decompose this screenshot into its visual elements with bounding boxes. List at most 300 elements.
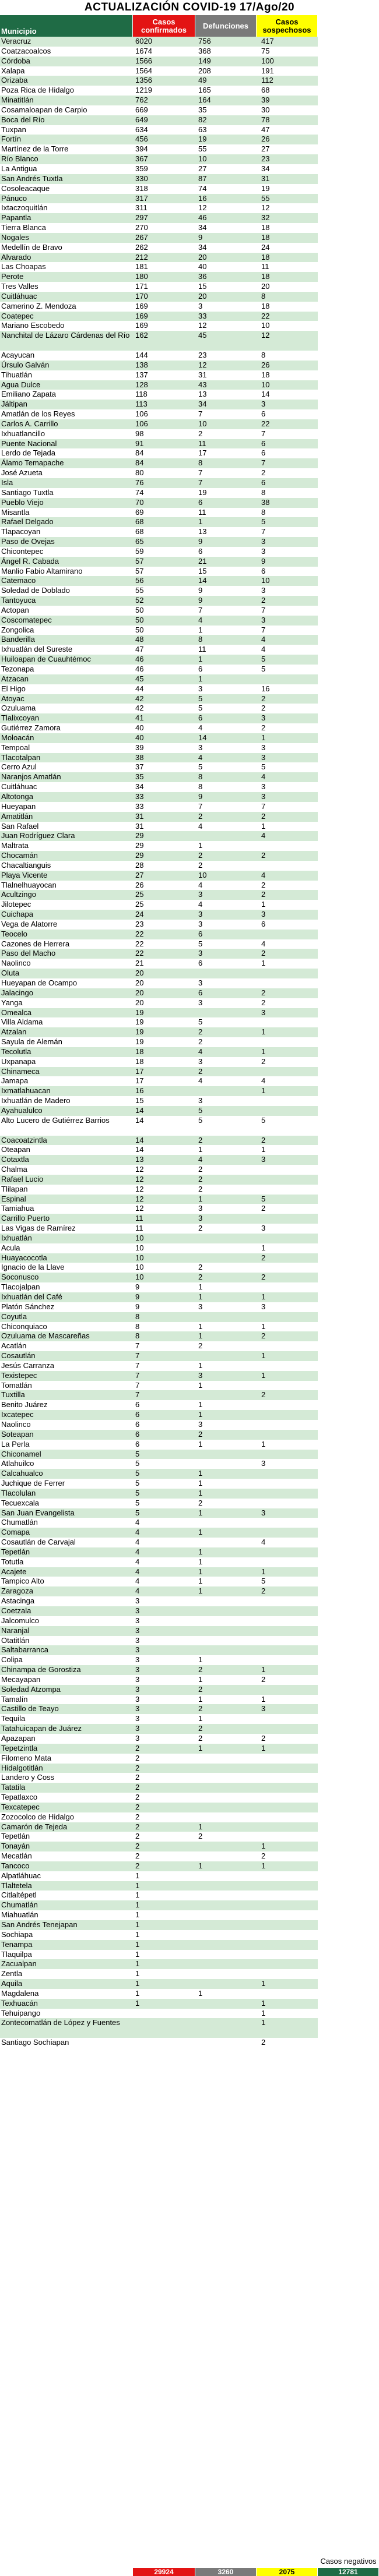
confirmados-cell: 31 xyxy=(135,811,144,821)
table-row xyxy=(0,1655,318,1665)
table-row xyxy=(0,380,318,390)
defunciones-cell: 10 xyxy=(198,154,207,164)
table-row xyxy=(0,1626,318,1636)
defunciones-cell: 15 xyxy=(198,282,207,291)
defunciones-cell: 36 xyxy=(198,272,207,281)
municipio-cell: Chalma xyxy=(1,1165,27,1174)
municipio-cell: Papantla xyxy=(1,213,31,222)
municipio-cell: Coyutla xyxy=(1,1312,27,1321)
confirmados-cell: 12 xyxy=(135,1184,144,1193)
confirmados-cell: 19 xyxy=(135,1037,144,1047)
table-row xyxy=(0,1331,318,1341)
table-row xyxy=(0,723,318,733)
municipio-cell: Tehuipango xyxy=(1,2008,41,2017)
sospechosos-cell: 68 xyxy=(261,86,270,95)
confirmados-cell: 1 xyxy=(135,1881,140,1890)
sospechosos-cell: 2 xyxy=(261,811,266,821)
municipio-cell: El Higo xyxy=(1,684,26,693)
table-row xyxy=(0,674,318,684)
defunciones-cell: 17 xyxy=(198,448,207,458)
municipio-cell: Actopan xyxy=(1,605,29,614)
table-row xyxy=(0,861,318,871)
municipio-cell: Soteapan xyxy=(1,1429,34,1439)
municipio-cell: Misantla xyxy=(1,507,30,517)
defunciones-cell: 3 xyxy=(198,978,203,987)
municipio-cell: Colipa xyxy=(1,1655,23,1665)
defunciones-cell: 8 xyxy=(198,782,203,791)
table-row xyxy=(0,429,318,439)
table-row xyxy=(0,1499,318,1508)
table-row xyxy=(0,37,318,47)
table-row xyxy=(0,988,318,998)
confirmados-cell: 10 xyxy=(135,1273,144,1282)
municipio-cell: Cosoleacaque xyxy=(1,183,50,193)
table-header xyxy=(0,15,379,37)
defunciones-cell: 5 xyxy=(198,762,203,772)
municipio-cell: Cosautlán xyxy=(1,1351,36,1361)
sospechosos-cell: 100 xyxy=(261,56,274,65)
defunciones-cell: 2 xyxy=(198,1066,203,1076)
sospechosos-cell: 417 xyxy=(261,37,274,45)
confirmados-cell: 169 xyxy=(135,301,148,310)
municipio-cell: Manlio Fabio Altamirano xyxy=(1,566,83,575)
confirmados-cell: 1 xyxy=(135,1969,140,1978)
confirmados-cell: 1 xyxy=(135,1959,140,1969)
confirmados-cell: 1 xyxy=(135,1910,140,1920)
confirmados-cell: 6 xyxy=(135,1429,140,1439)
table-row xyxy=(0,1017,318,1027)
sospechosos-cell: 22 xyxy=(261,419,270,428)
municipio-cell: Mecayapan xyxy=(1,1674,41,1684)
defunciones-cell: 1 xyxy=(198,841,203,850)
sospechosos-cell: 5 xyxy=(261,762,266,772)
municipio-cell: Río Blanco xyxy=(1,154,38,164)
sospechosos-cell: 7 xyxy=(261,605,266,614)
defunciones-cell: 1 xyxy=(198,1321,203,1331)
sospechosos-cell: 30 xyxy=(261,105,270,114)
table-row xyxy=(0,1734,318,1744)
confirmados-cell: 47 xyxy=(135,645,144,654)
defunciones-cell: 4 xyxy=(198,752,203,762)
municipio-cell: Tlilapan xyxy=(1,1184,28,1193)
confirmados-cell: 5 xyxy=(135,1488,140,1497)
defunciones-cell: 9 xyxy=(198,537,203,546)
sospechosos-cell: 2 xyxy=(261,949,266,958)
sospechosos-cell: 34 xyxy=(261,164,270,173)
confirmados-cell: 7 xyxy=(135,1380,140,1390)
confirmados-cell: 44 xyxy=(135,684,144,693)
municipio-cell: Cotaxtla xyxy=(1,1155,29,1164)
confirmados-cell: 1 xyxy=(135,1998,140,2008)
table-row xyxy=(0,1037,318,1047)
municipio-cell: Xalapa xyxy=(1,66,25,75)
municipio-cell: Carlos A. Carrillo xyxy=(1,419,58,428)
defunciones-cell: 165 xyxy=(198,86,211,95)
table-row xyxy=(0,1744,318,1754)
defunciones-cell: 2 xyxy=(198,1832,203,1841)
municipio-cell: Tecolutla xyxy=(1,1047,31,1056)
municipio-cell: Ozuluama de Mascareñas xyxy=(1,1331,90,1341)
confirmados-cell: 33 xyxy=(135,801,144,811)
municipio-cell: Jilotepec xyxy=(1,900,31,909)
table-row xyxy=(0,1508,318,1518)
sospechosos-cell: 1 xyxy=(261,1145,266,1154)
municipio-cell: Ixhuatlán del Sureste xyxy=(1,645,73,654)
municipio-cell: Veracruz xyxy=(1,37,31,45)
sospechosos-cell: 47 xyxy=(261,125,270,134)
confirmados-cell: 34 xyxy=(135,782,144,791)
confirmados-cell: 45 xyxy=(135,674,144,683)
table-row xyxy=(0,321,318,331)
sospechosos-cell: 2 xyxy=(261,596,266,605)
defunciones-cell: 2 xyxy=(198,1174,203,1183)
municipio-cell: Tepetlán xyxy=(1,1547,30,1556)
defunciones-cell: 19 xyxy=(198,135,207,144)
confirmados-cell: 3 xyxy=(135,1684,140,1694)
municipio-cell: Cosamaloapan de Carpio xyxy=(1,105,87,114)
defunciones-cell: 4 xyxy=(198,821,203,831)
defunciones-cell: 13 xyxy=(198,527,207,536)
confirmados-cell: 91 xyxy=(135,439,144,448)
table-row xyxy=(0,1253,318,1263)
sospechosos-cell: 10 xyxy=(261,576,270,585)
sospechosos-cell: 2 xyxy=(261,1135,266,1144)
table-row xyxy=(0,782,318,792)
municipio-cell: Ixmatlahuacan xyxy=(1,1086,51,1096)
table-row xyxy=(0,1479,318,1489)
table-row xyxy=(0,370,318,380)
table-row xyxy=(0,645,318,655)
municipio-cell: Cuitláhuac xyxy=(1,291,37,301)
table-row xyxy=(0,1636,318,1646)
table-row xyxy=(0,1910,318,1920)
confirmados-cell: 17 xyxy=(135,1066,144,1076)
table-row xyxy=(0,733,318,743)
municipio-cell: Soledad Atzompa xyxy=(1,1684,61,1694)
table-row xyxy=(0,1979,318,1989)
table-row xyxy=(0,910,318,920)
table-row xyxy=(0,1450,318,1460)
confirmados-cell: 26 xyxy=(135,880,144,889)
defunciones-cell: 368 xyxy=(198,46,211,55)
sospechosos-cell: 2 xyxy=(261,1273,266,1282)
municipio-cell: Playa Vicente xyxy=(1,870,48,879)
municipio-cell: Texcatepec xyxy=(1,1802,40,1811)
confirmados-cell: 6 xyxy=(135,1410,140,1419)
confirmados-cell: 267 xyxy=(135,232,148,242)
confirmados-cell: 8 xyxy=(135,1321,140,1331)
confirmados-cell: 1 xyxy=(135,1979,140,1988)
defunciones-cell: 1 xyxy=(198,1292,203,1301)
sospechosos-cell: 5 xyxy=(261,665,266,673)
confirmados-cell: 2 xyxy=(135,1851,140,1861)
confirmados-cell: 27 xyxy=(135,870,144,879)
confirmados-cell: 297 xyxy=(135,213,148,222)
confirmados-cell: 169 xyxy=(135,311,148,320)
sospechosos-cell: 2 xyxy=(261,1331,266,1341)
confirmados-cell: 84 xyxy=(135,448,144,458)
confirmados-cell: 4 xyxy=(135,1577,140,1586)
table-row xyxy=(0,841,318,851)
defunciones-cell: 1 xyxy=(198,1410,203,1419)
confirmados-cell: 3 xyxy=(135,1626,140,1635)
municipio-cell: Huayacocotla xyxy=(1,1253,47,1262)
municipio-cell: Tatatila xyxy=(1,1783,26,1792)
defunciones-cell: 4 xyxy=(198,723,203,733)
municipio-cell: Naolinco xyxy=(1,959,31,968)
confirmados-cell: 2 xyxy=(135,1773,140,1782)
table-row xyxy=(0,76,318,86)
table-row xyxy=(0,1822,318,1832)
table-row xyxy=(0,1999,318,2009)
table-row xyxy=(0,822,318,832)
municipio-cell: Tlacojalpan xyxy=(1,1282,40,1292)
sospechosos-cell: 4 xyxy=(261,939,266,948)
table-row xyxy=(0,174,318,184)
municipio-cell: Tres Valles xyxy=(1,282,38,291)
municipio-cell: Sayula de Alemán xyxy=(1,1037,62,1047)
sospechosos-cell: 7 xyxy=(261,625,266,634)
confirmados-cell: 330 xyxy=(135,174,148,183)
sospechosos-cell: 1 xyxy=(261,1567,266,1576)
municipio-cell: Isla xyxy=(1,478,13,487)
sospechosos-cell: 9 xyxy=(261,556,266,566)
table-row xyxy=(0,694,318,704)
sospechosos-cell: 3 xyxy=(261,782,266,791)
confirmados-cell: 14 xyxy=(135,1145,144,1154)
municipio-cell: Úrsulo Galván xyxy=(1,360,50,369)
confirmados-cell: 6 xyxy=(135,1439,140,1448)
confirmados-cell: 180 xyxy=(135,272,148,281)
defunciones-cell: 11 xyxy=(198,645,206,654)
total-confirmados: 29924 xyxy=(133,2568,195,2576)
table-row xyxy=(0,665,318,674)
municipio-cell: Chacaltianguis xyxy=(1,860,51,870)
municipio-cell: Paso del Macho xyxy=(1,949,56,958)
confirmados-cell: 169 xyxy=(135,321,148,330)
defunciones-cell: 3 xyxy=(198,1370,203,1380)
defunciones-cell: 7 xyxy=(198,468,203,478)
municipio-cell: Zozocolco de Hidalgo xyxy=(1,1812,75,1821)
sospechosos-cell: 2 xyxy=(261,1056,266,1066)
table-row xyxy=(0,390,318,400)
sospechosos-cell: 2 xyxy=(261,468,266,478)
defunciones-cell: 8 xyxy=(198,458,203,468)
defunciones-cell: 23 xyxy=(198,351,207,359)
confirmados-cell: 70 xyxy=(135,497,144,507)
table-row xyxy=(0,1057,318,1067)
defunciones-cell: 11 xyxy=(198,439,206,448)
defunciones-cell: 1 xyxy=(198,1567,203,1576)
confirmados-cell: 20 xyxy=(135,998,144,1007)
municipio-cell: Hueyapan de Ocampo xyxy=(1,978,78,987)
table-row xyxy=(0,871,318,881)
defunciones-cell: 5 xyxy=(198,704,203,713)
table-row xyxy=(0,1390,318,1400)
table-row xyxy=(0,920,318,930)
defunciones-cell: 1 xyxy=(198,1674,203,1684)
sospechosos-cell: 1 xyxy=(261,2008,266,2017)
sospechosos-cell: 4 xyxy=(261,645,266,654)
sospechosos-cell: 1 xyxy=(261,1027,266,1037)
municipio-cell: Tlacotalpan xyxy=(1,752,41,762)
confirmados-cell: 35 xyxy=(135,772,144,782)
sospechosos-cell: 27 xyxy=(261,144,270,154)
table-row xyxy=(0,547,318,557)
confirmados-cell: 1 xyxy=(135,1891,140,1900)
municipio-cell: Filomeno Mata xyxy=(1,1753,51,1762)
municipio-cell: La Antigua xyxy=(1,164,37,173)
confirmados-cell: 3 xyxy=(135,1733,140,1743)
confirmados-cell: 669 xyxy=(135,105,148,114)
confirmados-cell: 57 xyxy=(135,566,144,575)
defunciones-cell: 1 xyxy=(198,1557,203,1566)
sospechosos-cell: 3 xyxy=(261,400,266,409)
defunciones-cell: 21 xyxy=(198,556,207,566)
sospechosos-cell: 2 xyxy=(261,890,266,899)
municipio-cell: Sochiapa xyxy=(1,1930,33,1939)
municipio-cell: Tuxpan xyxy=(1,125,26,134)
municipio-cell: Agua Dulce xyxy=(1,380,41,389)
confirmados-cell: 118 xyxy=(135,390,148,399)
defunciones-cell: 3 xyxy=(198,1096,203,1105)
sospechosos-cell: 1 xyxy=(261,1694,266,1704)
confirmados-cell: 68 xyxy=(135,527,144,536)
sospechosos-cell: 3 xyxy=(261,1302,266,1311)
table-row xyxy=(0,419,318,429)
sospechosos-cell: 1 xyxy=(261,821,266,831)
table-row xyxy=(0,1764,318,1773)
table-row xyxy=(0,1832,318,1842)
municipio-cell: Pueblo Viejo xyxy=(1,497,44,507)
defunciones-cell: 4 xyxy=(198,615,203,624)
table-row xyxy=(0,812,318,822)
table-row xyxy=(0,1185,318,1195)
sospechosos-cell: 1 xyxy=(261,1665,266,1674)
defunciones-cell: 1 xyxy=(198,1694,203,1704)
municipio-cell: Jalacingo xyxy=(1,988,33,997)
defunciones-cell: 11 xyxy=(198,507,206,517)
municipio-cell: Santiago Sochiapan xyxy=(1,2038,69,2047)
sospechosos-cell: 5 xyxy=(261,1577,266,1586)
table-row xyxy=(0,1861,318,1871)
defunciones-cell: 6 xyxy=(198,959,203,968)
table-row xyxy=(0,1234,318,1243)
municipio-cell: Oluta xyxy=(1,969,20,978)
defunciones-cell: 9 xyxy=(198,596,203,605)
table-row xyxy=(0,96,318,105)
defunciones-cell: 1 xyxy=(198,1743,203,1752)
confirmados-cell: 5 xyxy=(135,1479,140,1488)
confirmados-cell: 4 xyxy=(135,1557,140,1566)
defunciones-cell: 1 xyxy=(198,1479,203,1488)
sospechosos-cell: 6 xyxy=(261,478,266,487)
table-row xyxy=(0,1410,318,1420)
municipio-cell: Tenampa xyxy=(1,1939,33,1949)
defunciones-cell: 1 xyxy=(198,1586,203,1596)
confirmados-cell: 9 xyxy=(135,1292,140,1301)
confirmados-cell: 40 xyxy=(135,723,144,733)
defunciones-cell: 34 xyxy=(198,242,207,252)
municipio-cell: Atoyac xyxy=(1,694,24,703)
table-row xyxy=(0,762,318,772)
municipio-cell: Chumatlán xyxy=(1,1518,38,1527)
table-row xyxy=(0,1086,318,1096)
table-row xyxy=(0,2018,318,2038)
defunciones-cell: 1 xyxy=(198,1861,203,1870)
municipio-cell: Chinameca xyxy=(1,1066,40,1076)
defunciones-cell: 7 xyxy=(198,801,203,811)
sospechosos-cell: 2 xyxy=(261,704,266,713)
sospechosos-cell: 1 xyxy=(261,1743,266,1752)
defunciones-cell: 46 xyxy=(198,213,207,222)
municipio-cell: Acayucan xyxy=(1,351,35,359)
sospechosos-cell: 6 xyxy=(261,566,266,575)
table-row xyxy=(0,253,318,263)
municipio-cell: Lerdo de Tejada xyxy=(1,448,56,458)
confirmados-cell: 10 xyxy=(135,1243,144,1252)
confirmados-cell: 2 xyxy=(135,1822,140,1831)
confirmados-cell: 21 xyxy=(135,959,144,968)
confirmados-cell: 80 xyxy=(135,468,144,478)
sospechosos-cell: 1 xyxy=(261,1842,266,1851)
confirmados-cell: 1 xyxy=(135,1930,140,1939)
confirmados-cell: 69 xyxy=(135,507,144,517)
table-row xyxy=(0,1361,318,1371)
sospechosos-cell: 1 xyxy=(261,1861,266,1870)
defunciones-cell: 2 xyxy=(198,1704,203,1713)
table-row xyxy=(0,969,318,978)
confirmados-cell: 22 xyxy=(135,929,144,938)
defunciones-cell: 3 xyxy=(198,1214,203,1223)
confirmados-cell: 6 xyxy=(135,1400,140,1409)
sospechosos-cell: 7 xyxy=(261,801,266,811)
table-row xyxy=(0,557,318,567)
municipio-cell: Hidalgotitlán xyxy=(1,1763,43,1772)
confirmados-cell: 25 xyxy=(135,900,144,909)
table-row xyxy=(0,1538,318,1547)
municipio-cell: Nogales xyxy=(1,232,29,242)
municipio-cell: Cuichapa xyxy=(1,910,33,919)
sospechosos-cell: 4 xyxy=(261,1538,266,1547)
confirmados-cell: 29 xyxy=(135,841,144,850)
municipio-cell: Naolinco xyxy=(1,1419,31,1429)
confirmados-cell: 212 xyxy=(135,252,148,262)
sospechosos-cell: 8 xyxy=(261,487,266,497)
confirmados-cell: 39 xyxy=(135,743,144,752)
table-row xyxy=(0,1420,318,1430)
municipio-cell: Atzacan xyxy=(1,674,29,683)
sospechosos-cell: 2 xyxy=(261,1253,266,1262)
sospechosos-cell: 2 xyxy=(261,998,266,1007)
table-row xyxy=(0,1008,318,1018)
table-row xyxy=(0,1842,318,1851)
sospechosos-cell: 7 xyxy=(261,458,266,468)
confirmados-cell: 50 xyxy=(135,605,144,614)
defunciones-cell: 149 xyxy=(198,56,211,65)
municipio-cell: Minatitlán xyxy=(1,96,34,105)
municipio-cell: Ixhuatlán del Café xyxy=(1,1292,62,1301)
municipio-cell: Omealca xyxy=(1,1008,32,1017)
defunciones-cell: 5 xyxy=(198,1017,203,1027)
municipio-cell: Jesús Carranza xyxy=(1,1361,55,1370)
municipio-cell: Landero y Coss xyxy=(1,1773,55,1782)
defunciones-cell: 1 xyxy=(198,1439,203,1448)
defunciones-cell: 2 xyxy=(198,1224,203,1233)
defunciones-cell: 4 xyxy=(198,880,203,889)
sospechosos-cell: 1 xyxy=(261,1370,266,1380)
sospechosos-cell: 16 xyxy=(261,684,270,693)
